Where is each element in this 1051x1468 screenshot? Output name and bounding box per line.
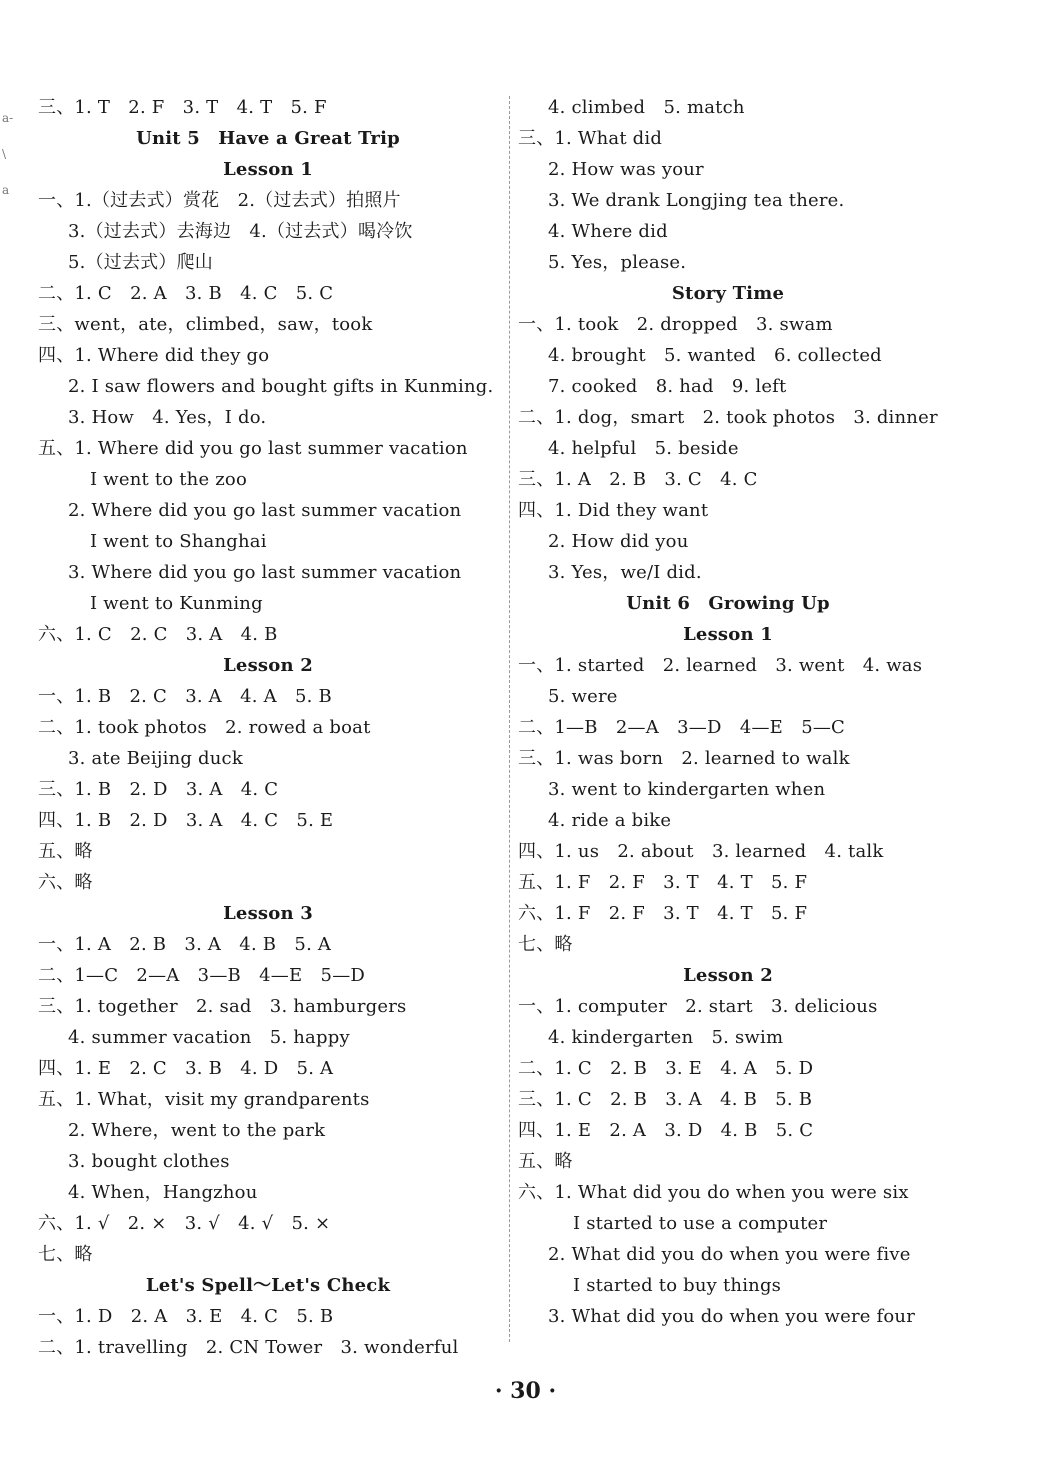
section-heading: Lesson 2 <box>683 965 773 986</box>
answer-line: 一、1. computer 2. start 3. delicious <box>518 996 878 1017</box>
answer-line: 4. climbed 5. match <box>548 97 745 118</box>
answer-line: 二、1. C 2. B 3. E 4. A 5. D <box>518 1058 814 1079</box>
answer-line: 二、1. travelling 2. CN Tower 3. wonderful <box>38 1337 459 1358</box>
answer-line: 3. We drank Longjing tea there. <box>548 190 845 211</box>
answer-line: 4. When，Hangzhou <box>68 1182 258 1203</box>
answer-line: 3. ate Beijing duck <box>68 748 243 769</box>
answer-line: I went to Kunming <box>90 593 263 614</box>
answer-line: 五、略 <box>518 1151 573 1172</box>
answer-line: 4. summer vacation 5. happy <box>68 1027 350 1048</box>
answer-line: 三、1. together 2. sad 3. hamburgers <box>38 996 407 1017</box>
answer-line: 3. What did you do when you were four <box>548 1306 916 1327</box>
answer-line: 4. brought 5. wanted 6. collected <box>548 345 882 366</box>
answer-line: I went to Shanghai <box>90 531 267 552</box>
answer-line: 一、1. took 2. dropped 3. swam <box>518 314 833 335</box>
answer-line: 2. How was your <box>548 159 704 180</box>
answer-line: 5.（过去式）爬山 <box>68 252 213 273</box>
answer-line: 3.（过去式）去海边 4.（过去式）喝冷饮 <box>68 221 413 242</box>
answer-line: 二、1. C 2. A 3. B 4. C 5. C <box>38 283 334 304</box>
answer-line: 一、1. D 2. A 3. E 4. C 5. B <box>38 1306 334 1327</box>
answer-line: 二、1. dog，smart 2. took photos 3. dinner <box>518 407 938 428</box>
answer-line: 一、1. A 2. B 3. A 4. B 5. A <box>38 934 332 955</box>
answer-line: 5. were <box>548 686 618 707</box>
section-heading: Unit 6 Growing Up <box>626 593 830 614</box>
answer-line: 七、略 <box>518 934 573 955</box>
answer-line: 三、1. T 2. F 3. T 4. T 5. F <box>38 97 327 118</box>
right-column <box>518 92 938 1332</box>
answer-line: 一、1. started 2. learned 3. went 4. was <box>518 655 923 676</box>
section-heading: Unit 5 Have a Great Trip <box>136 128 400 149</box>
answer-line: 四、1. us 2. about 3. learned 4. talk <box>518 841 884 862</box>
section-heading: Lesson 3 <box>223 903 313 924</box>
answer-line: 二、1. took photos 2. rowed a boat <box>38 717 371 738</box>
section-heading: Lesson 1 <box>683 624 773 645</box>
section-heading: Story Time <box>671 283 785 304</box>
answer-line: 3. bought clothes <box>68 1151 230 1172</box>
answer-line: 六、1. F 2. F 3. T 4. T 5. F <box>518 903 808 924</box>
section-heading: Lesson 1 <box>223 159 313 180</box>
answer-line: 五、略 <box>38 841 93 862</box>
answer-line: 二、1—B 2—A 3—D 4—E 5—C <box>518 717 846 738</box>
answer-line: 四、1. Where did they go <box>38 345 270 366</box>
answer-line: 四、1. B 2. D 3. A 4. C 5. E <box>38 810 334 831</box>
answer-line: 2. What did you do when you were five <box>548 1244 911 1265</box>
answer-line: 3. Yes，we/I did. <box>548 562 702 583</box>
answer-line: I started to use a computer <box>573 1213 828 1234</box>
answer-line: 2. I saw flowers and bought gifts in Kunming. <box>68 376 494 397</box>
answer-line: 五、1. What，visit my grandparents <box>38 1089 370 1110</box>
answer-line: 三、1. was born 2. learned to walk <box>518 748 850 769</box>
answer-line: 3. Where did you go last summer vacation <box>68 562 462 583</box>
answer-line: 7. cooked 8. had 9. left <box>548 376 787 397</box>
answer-line: 4. kindergarten 5. swim <box>548 1027 784 1048</box>
answer-line: 4. Where did <box>548 221 668 242</box>
answer-line: 三、1. What did <box>518 128 663 149</box>
answer-line: 4. helpful 5. beside <box>548 438 739 459</box>
answer-line: 2. Where，went to the park <box>68 1120 326 1141</box>
answer-line: 2. Where did you go last summer vacation <box>68 500 462 521</box>
section-heading: Let's Spell～Let's Check <box>145 1275 391 1296</box>
answer-line: I went to the zoo <box>90 469 247 490</box>
answer-line: 六、略 <box>38 872 93 893</box>
answer-line: I started to buy things <box>573 1275 782 1296</box>
answer-line: 五、1. F 2. F 3. T 4. T 5. F <box>518 872 808 893</box>
binding-margin-marks: a- \ a <box>2 111 14 197</box>
answer-line: 3. went to kindergarten when <box>548 779 826 800</box>
answer-line: 二、1—C 2—A 3—B 4—E 5—D <box>38 965 366 986</box>
page-number: · 30 · <box>494 1378 557 1404</box>
answer-line: 六、1. √ 2. × 3. √ 4. √ 5. × <box>38 1213 331 1234</box>
answer-line: 3. How 4. Yes，I do. <box>68 407 267 428</box>
answer-line: 一、1. B 2. C 3. A 4. A 5. B <box>38 686 332 707</box>
answer-line: 一、1.（过去式）赏花 2.（过去式）拍照片 <box>38 190 401 211</box>
answer-line: 六、1. What did you do when you were six <box>518 1182 909 1203</box>
left-column <box>38 92 498 1363</box>
answer-line: 七、略 <box>38 1244 93 1265</box>
answer-line: 四、1. E 2. A 3. D 4. B 5. C <box>518 1120 814 1141</box>
answer-line: 5. Yes，please. <box>548 252 687 273</box>
section-heading: Lesson 2 <box>223 655 313 676</box>
answer-line: 六、1. C 2. C 3. A 4. B <box>38 624 278 645</box>
answer-line: 四、1. Did they want <box>518 500 709 521</box>
answer-line: 五、1. Where did you go last summer vacation <box>38 438 468 459</box>
answer-line: 三、1. B 2. D 3. A 4. C <box>38 779 279 800</box>
answer-line: 三、1. C 2. B 3. A 4. B 5. B <box>518 1089 813 1110</box>
column-divider <box>509 96 510 1342</box>
answer-line: 4. ride a bike <box>548 810 672 831</box>
answer-line: 三、1. A 2. B 3. C 4. C <box>518 469 758 490</box>
answer-line: 2. How did you <box>548 531 689 552</box>
answer-line: 三、went，ate，climbed，saw，took <box>38 314 373 335</box>
answer-line: 四、1. E 2. C 3. B 4. D 5. A <box>38 1058 334 1079</box>
